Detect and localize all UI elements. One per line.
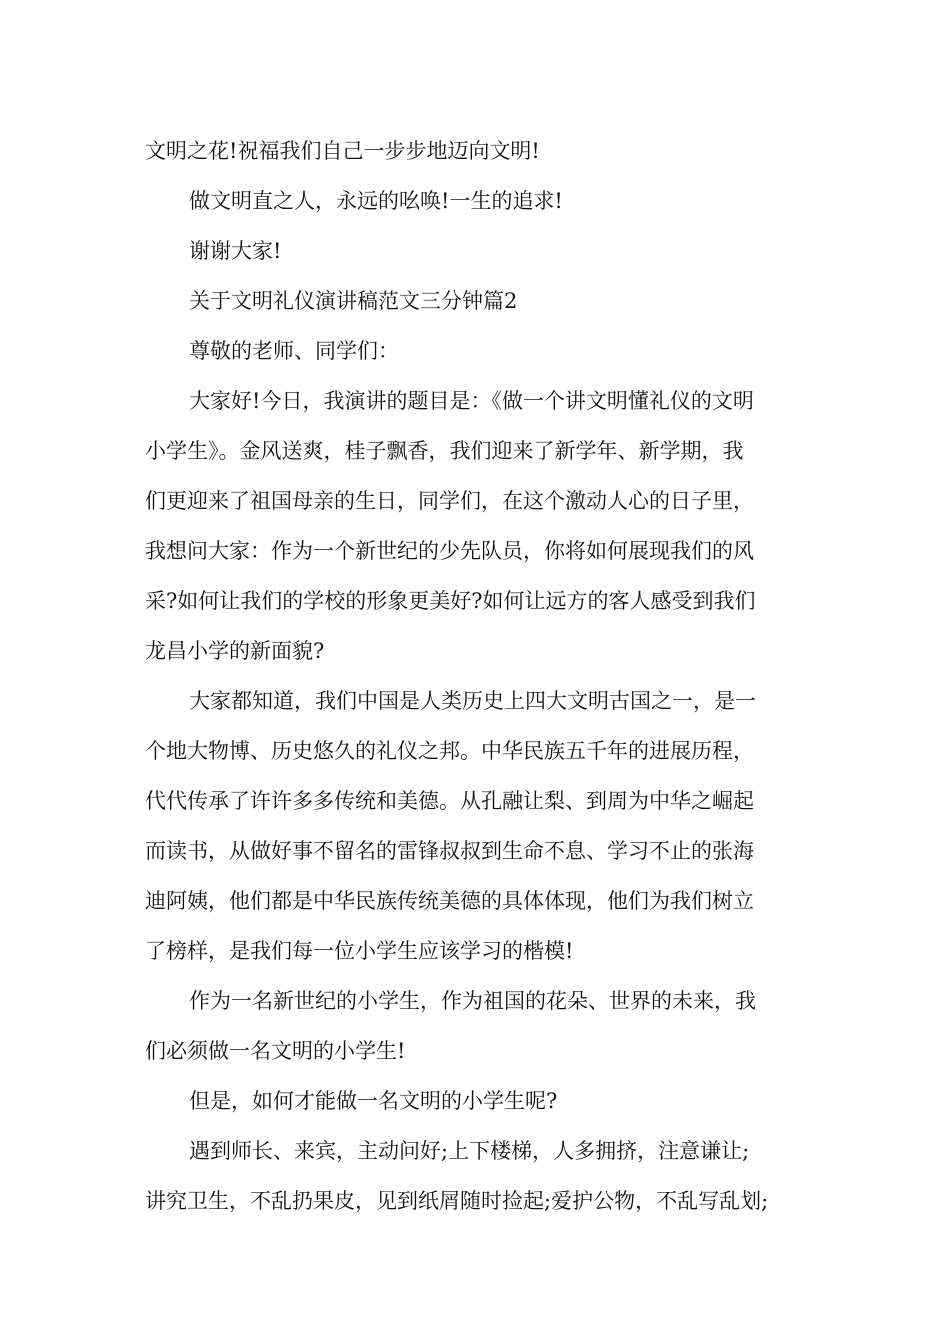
paragraph bbox=[145, 126, 825, 176]
text-line: 而读书，从做好事不留名的雷锋叔叔到生命不息、学习不止的张海 bbox=[145, 839, 754, 863]
text-line: 代代传承了许许多多传统和美德。从孔融让梨、到周为中华之崛起 bbox=[145, 789, 754, 813]
text-line: 谢谢大家! bbox=[189, 239, 282, 263]
text-line: 迪阿姨，他们都是中华民族传统美德的具体体现，他们为我们树立 bbox=[145, 889, 754, 913]
paragraph bbox=[145, 976, 825, 1076]
text-line: 但是，如何才能做一名文明的小学生呢? bbox=[189, 1089, 558, 1113]
text-line: 大家好!今日，我演讲的题目是：《做一个讲文明懂礼仪的文明 bbox=[189, 389, 754, 413]
text-line: 大家都知道，我们中国是人类历史上四大文明古国之一，是一 bbox=[189, 689, 756, 713]
text-line: 讲究卫生，不乱扔果皮，见到纸屑随时捡起;爱护公物，不乱写乱划; bbox=[145, 1189, 769, 1213]
paragraph bbox=[145, 376, 825, 676]
text-line: 了榜样，是我们每一位小学生应该学习的楷模! bbox=[145, 939, 574, 963]
paragraph bbox=[145, 1076, 825, 1126]
text-line: 遇到师长、来宾，主动问好;上下楼梯，人多拥挤，注意谦让; bbox=[189, 1139, 750, 1163]
text-line: 做文明直之人，永远的吆唤!一生的追求! bbox=[189, 189, 563, 213]
text-line: 文明之花!祝福我们自己一步步地迈向文明! bbox=[145, 139, 540, 163]
text-line: 尊敬的老师、同学们： bbox=[189, 339, 399, 363]
text-line: 们必须做一名文明的小学生! bbox=[145, 1039, 406, 1063]
text-line: 我想问大家：作为一个新世纪的少先队员，你将如何展现我们的风 bbox=[145, 539, 754, 563]
paragraph bbox=[145, 226, 825, 276]
text-line: 龙昌小学的新面貌? bbox=[145, 639, 325, 663]
text-line: 们更迎来了祖国母亲的生日，同学们，在这个激动人心的日子里， bbox=[145, 489, 754, 513]
text-line: 采?如何让我们的学校的形象更美好?如何让远方的客人感受到我们 bbox=[145, 589, 756, 613]
paragraph bbox=[145, 326, 825, 376]
paragraph bbox=[145, 276, 825, 326]
text-line: 作为一名新世纪的小学生，作为祖国的花朵、世界的未来，我 bbox=[189, 989, 756, 1013]
text-line: 关于文明礼仪演讲稿范文三分钟篇2 bbox=[189, 289, 518, 313]
paragraph bbox=[145, 176, 825, 226]
text-line: 个地大物博、历史悠久的礼仪之邦。中华民族五千年的进展历程， bbox=[145, 739, 754, 763]
paragraph bbox=[145, 676, 825, 976]
document-body bbox=[145, 126, 825, 1226]
text-line: 小学生》。金风送爽，桂子飘香，我们迎来了新学年、新学期，我 bbox=[145, 439, 744, 463]
paragraph bbox=[145, 1126, 825, 1226]
